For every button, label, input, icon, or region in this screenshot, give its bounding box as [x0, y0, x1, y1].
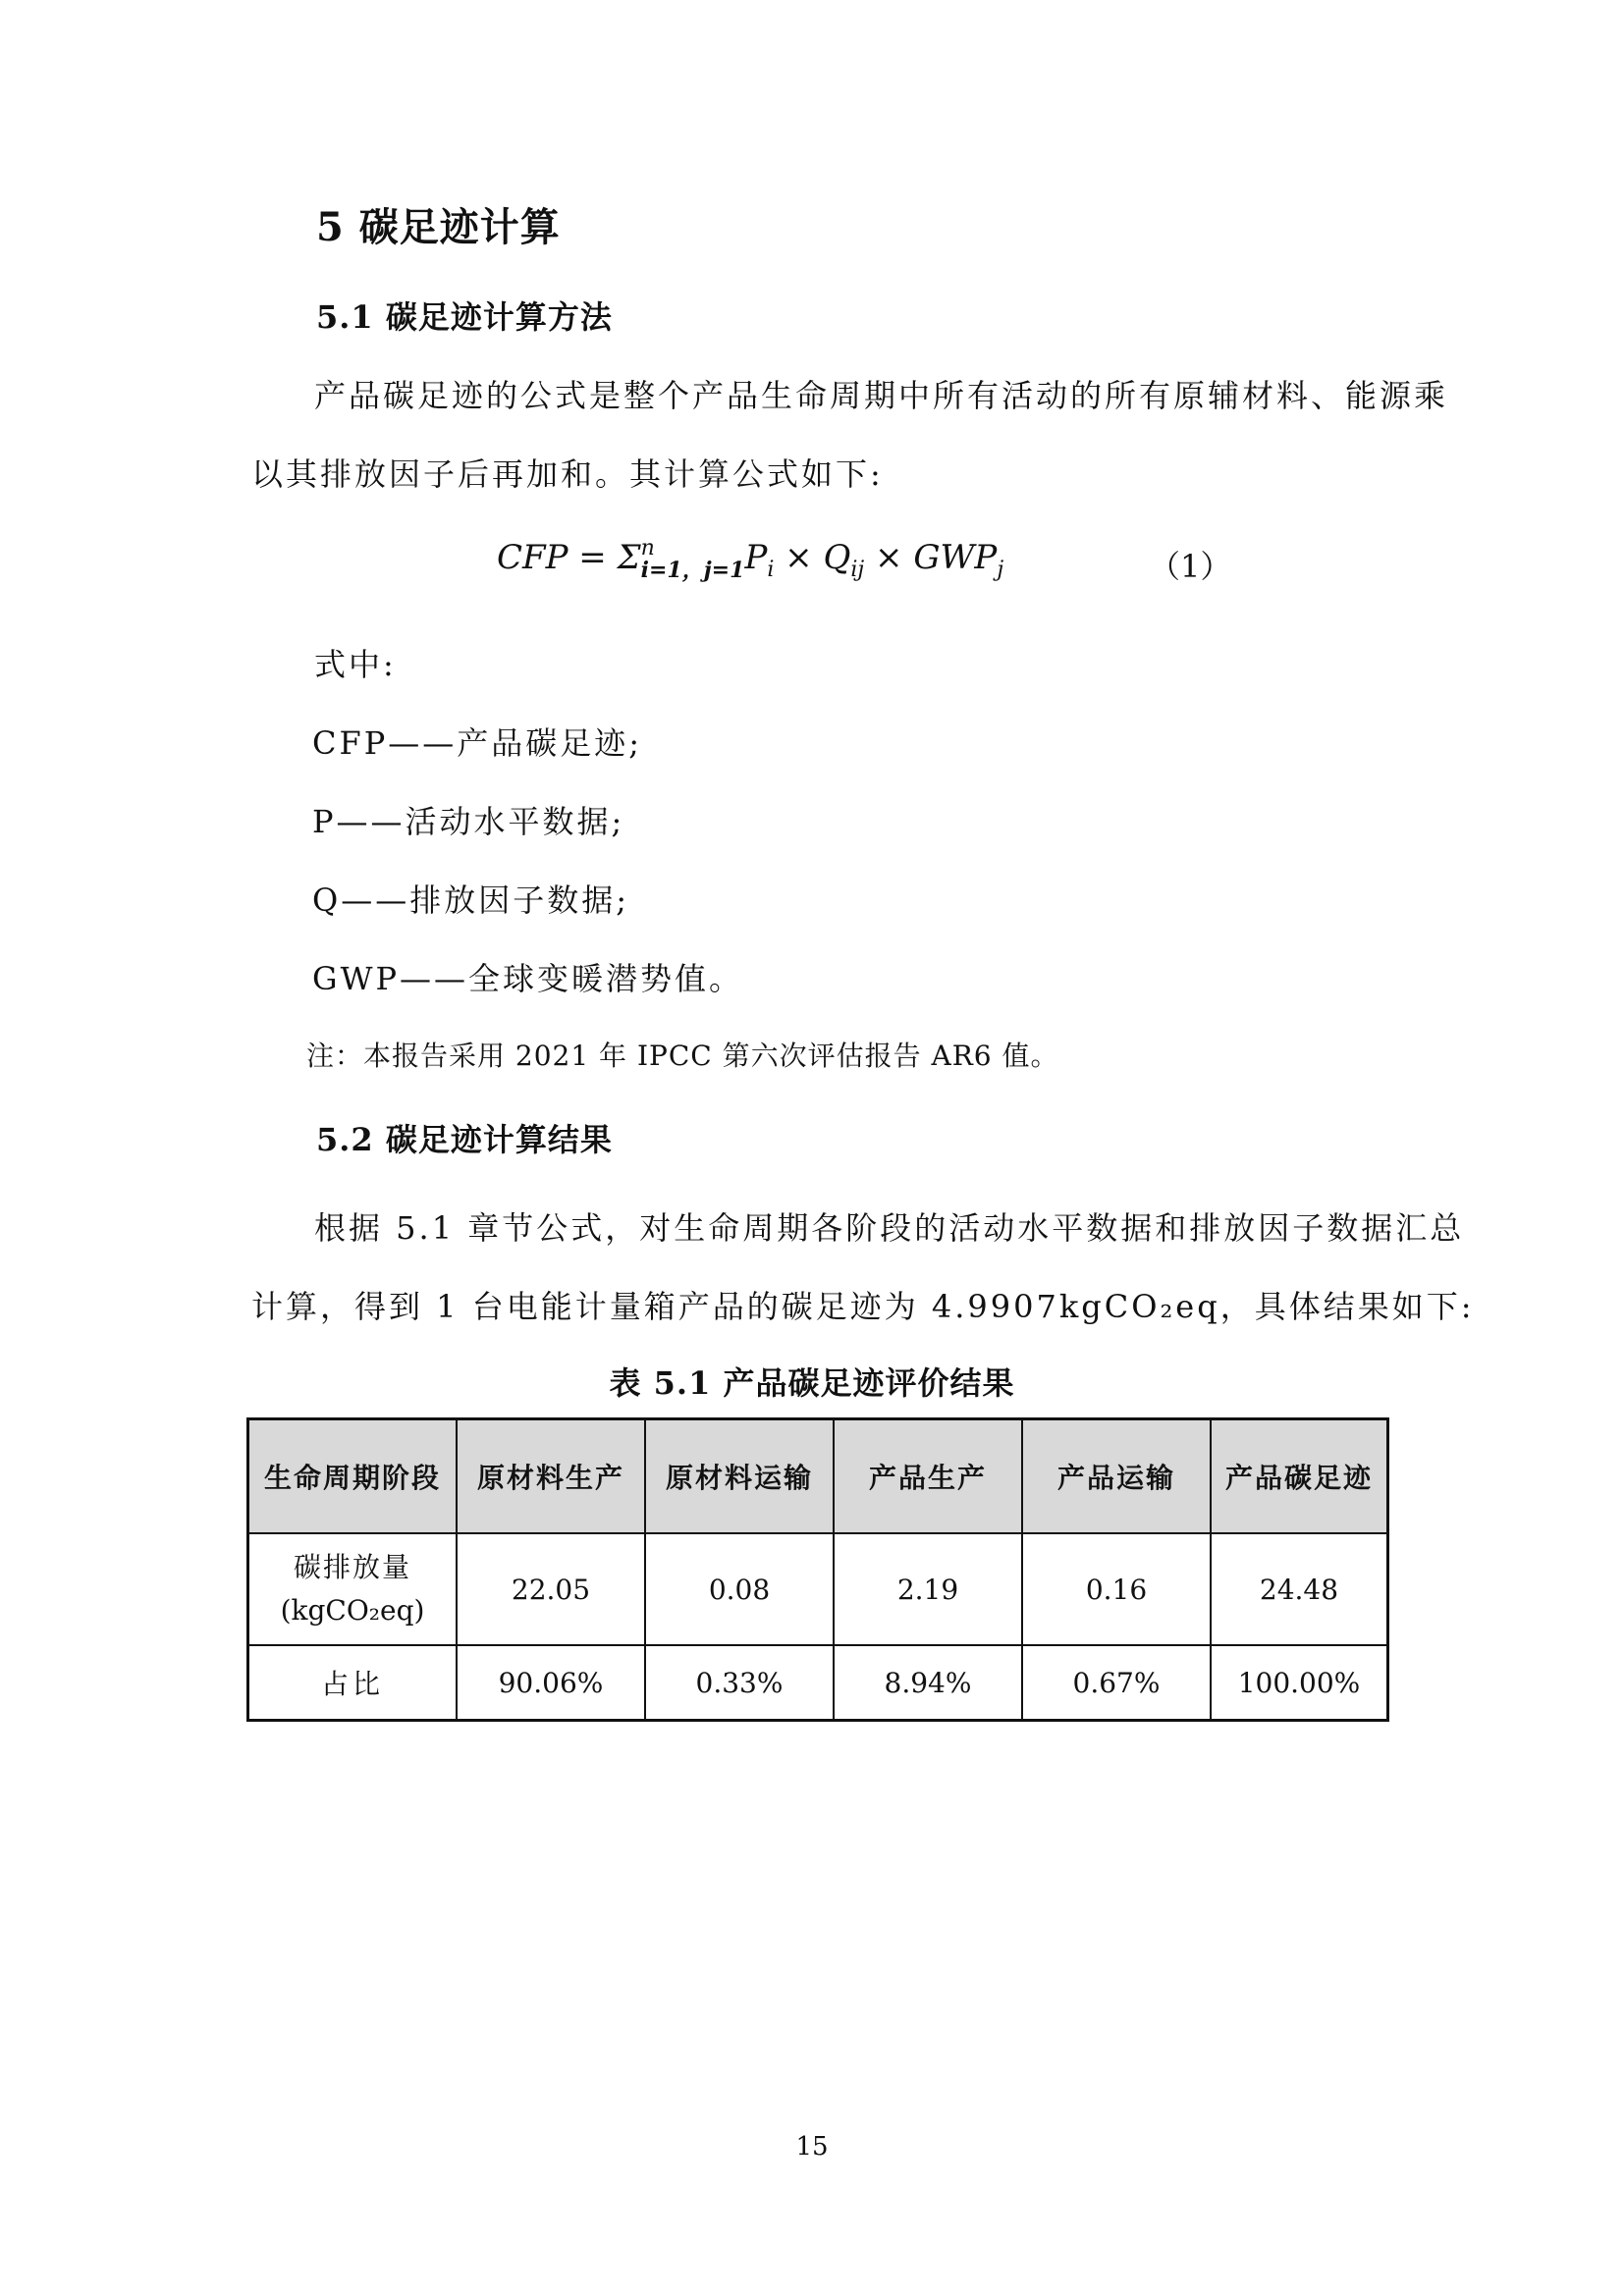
header-product-production: 产品生产 — [834, 1419, 1022, 1534]
table-cell: 24.48 — [1211, 1533, 1388, 1645]
table-cell: 2.19 — [834, 1533, 1022, 1645]
row-label-share: 占比 — [248, 1645, 458, 1721]
definition-gwp: GWP——全球变暖潜势值。 — [312, 960, 743, 997]
header-product-carbon-footprint: 产品碳足迹 — [1211, 1419, 1388, 1534]
table-cell: 0.16 — [1022, 1533, 1211, 1645]
formula-p-sub: i — [767, 557, 775, 582]
table-cell: 0.08 — [645, 1533, 834, 1645]
formula — [497, 538, 1003, 582]
table-cell: 90.06% — [457, 1645, 645, 1721]
formula-q: × Q — [774, 538, 851, 577]
table-cell: 100.00% — [1211, 1645, 1388, 1721]
paragraph-method-line-2: 以其排放因子后再加和。其计算公式如下: — [251, 455, 884, 493]
subsection-title-results: 5.2 碳足迹计算结果 — [316, 1121, 613, 1158]
page-number: 15 — [795, 2132, 829, 2162]
formula-p: P — [744, 538, 768, 577]
paragraph-results-line-2: 计算，得到 1 台电能计量箱产品的碳足迹为 4.9907kgCO₂eq，具体结果如下: — [251, 1288, 1475, 1325]
table-row-share — [248, 1645, 1388, 1721]
paragraph-method-line-1: 产品碳足迹的公式是整个产品生命周期中所有活动的所有原辅材料、能源乘 — [314, 377, 1449, 414]
header-raw-material-transport: 原材料运输 — [645, 1419, 834, 1534]
formula-sup: n — [640, 536, 655, 561]
definition-cfp: CFP——产品碳足迹; — [312, 724, 643, 762]
formula-lhs: CFP = Σ — [497, 538, 641, 577]
formula-number: （1） — [1149, 548, 1232, 585]
results-table — [246, 1417, 1389, 1722]
table-row-emissions — [248, 1533, 1388, 1645]
table-cell: 8.94% — [834, 1645, 1022, 1721]
definition-q: Q——排放因子数据; — [312, 881, 630, 919]
table-cell: 0.67% — [1022, 1645, 1211, 1721]
formula-gwp-sub: j — [997, 557, 1004, 582]
table-caption: 表 5.1 产品碳足迹评价结果 — [609, 1364, 1015, 1402]
header-lifecycle-stage: 生命周期阶段 — [248, 1419, 458, 1534]
header-product-transport: 产品运输 — [1022, 1419, 1211, 1534]
note: 注：本报告采用 2021 年 IPCC 第六次评估报告 AR6 值。 — [306, 1040, 1059, 1072]
table-header-row — [248, 1419, 1388, 1534]
formula-gwp: × GWP — [864, 538, 998, 577]
row-label-emissions-line-1: 碳排放量 — [293, 1551, 411, 1583]
formula-sub: i=1，j=1 — [640, 558, 745, 583]
header-raw-material-production: 原材料生产 — [457, 1419, 645, 1534]
formula-q-sub: ij — [850, 557, 865, 582]
where-label: 式中: — [314, 646, 397, 683]
row-label-emissions — [248, 1533, 458, 1645]
paragraph-results-line-1: 根据 5.1 章节公式，对生命周期各阶段的活动水平数据和排放因子数据汇总 — [314, 1209, 1465, 1247]
definition-p: P——活动水平数据; — [312, 803, 625, 840]
section-title: 5 碳足迹计算 — [316, 204, 561, 250]
subsection-title-method: 5.1 碳足迹计算方法 — [316, 298, 613, 336]
table-cell: 22.05 — [457, 1533, 645, 1645]
table-cell: 0.33% — [645, 1645, 834, 1721]
row-label-emissions-unit: (kgCO₂eq) — [280, 1594, 425, 1627]
